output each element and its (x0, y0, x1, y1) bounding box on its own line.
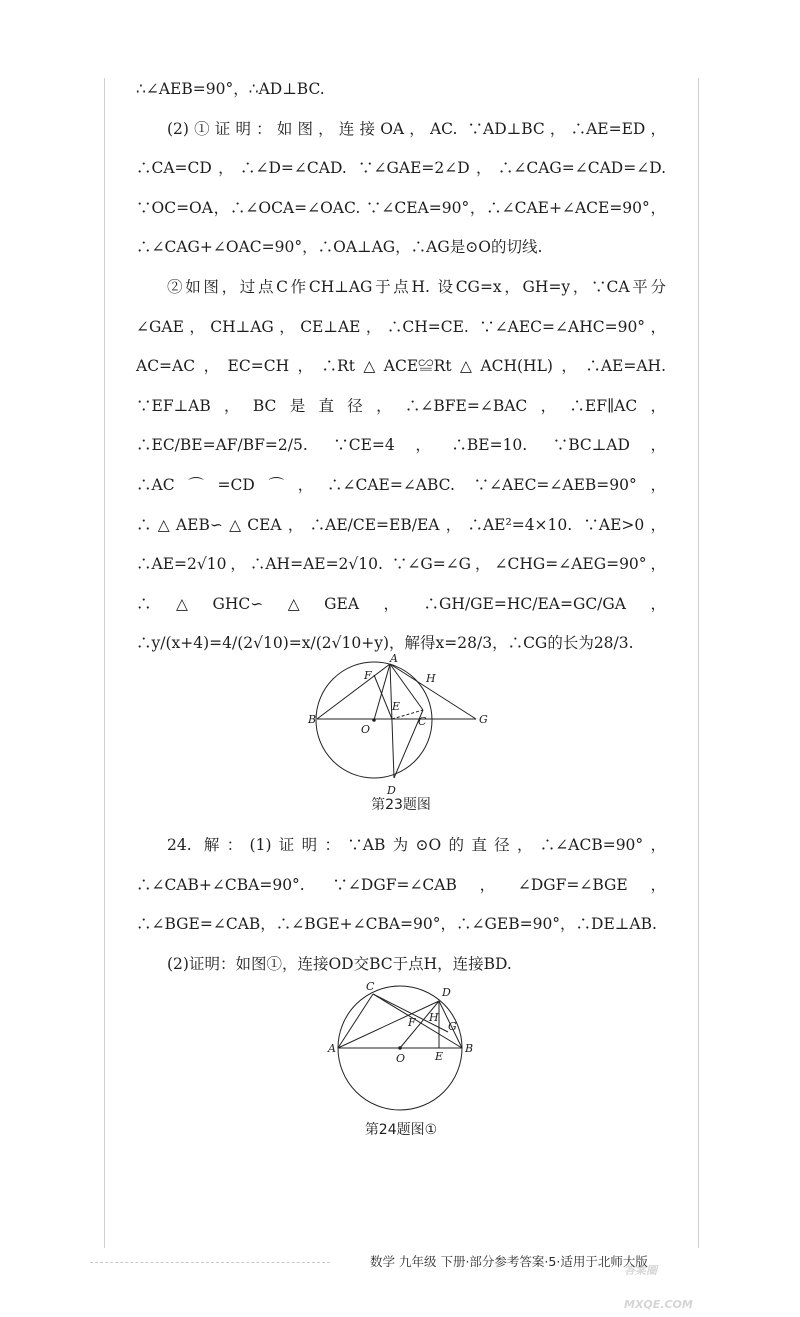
fig23-label-G: G (479, 712, 488, 726)
solution-part-2-1: (2)①证明：如图，连接OA，AC. ∵AD⊥BC，∴AE=ED，∴CA=CD，∴∠D=∠CAD. ∵∠GAE=2∠D，∴∠CAG=∠CAD=∠D. ∵OC=OA，∴∠OCA=∠OAC. ∵∠CEA=90°，∴∠CAE+∠ACE=90°，∴∠CAG+∠OAC=90°，∴OA⊥AG，∴AG是⊙O的切线. (136, 119, 666, 257)
solution-line-0: ∴∠AEB=90°，∴AD⊥BC. (136, 80, 325, 98)
figure-24 (136, 980, 666, 1140)
fig24-label-C: C (366, 980, 375, 994)
figure-24-diagram (136, 980, 666, 1118)
problem-24-part-2: (2)证明：如图①，连接OD交BC于点H，连接BD. (167, 954, 512, 973)
fig24-label-F: F (408, 1016, 416, 1030)
problem-24-part-1: 24. 解：(1)证明：∵AB为⊙O的直径，∴∠ACB=90°，∴∠CAB+∠CBA=90°. ∵∠DGF=∠CAB，∠DGF=∠BGE，∴∠BGE=∠CAB，∴∠BGE+∠CBA=90°，∴∠GEB=90°，∴DE⊥AB. (136, 835, 666, 934)
figure-23-diagram (136, 651, 666, 800)
watermark-top: 答案圈 (624, 1264, 657, 1277)
footer-text: 数学 九年级 下册·部分参考答案·5·适用于北师大版 (370, 1254, 648, 1269)
fig23-label-D: D (387, 783, 396, 797)
fig24-label-H: H (429, 1011, 439, 1025)
fig24-label-O: O (396, 1052, 406, 1066)
footer-rule-left (90, 1262, 330, 1263)
fig23-label-O: O (361, 722, 371, 736)
fig24-label-E: E (435, 1050, 444, 1064)
fig23-label-B: B (308, 712, 317, 726)
fig23-label-F: F (364, 668, 372, 682)
fig24-label-A: A (328, 1042, 336, 1056)
figure-23 (136, 651, 666, 820)
fig24-label-G: G (448, 1020, 457, 1034)
fig23-label-E: E (392, 699, 401, 713)
figure-23-caption: 第23题图 (371, 796, 431, 813)
page-content (136, 70, 666, 1140)
watermark-bottom: MXQE.COM (624, 1298, 693, 1311)
right-margin-line (698, 78, 699, 1248)
fig23-label-A: A (390, 651, 398, 665)
fig23-label-C: C (418, 714, 427, 728)
left-margin-line (104, 78, 105, 1248)
solution-part-2-2: ②如图，过点C作CH⊥AG于点H. 设CG=x，GH=y，∵CA平分∠GAE，CH⊥AG，CE⊥AE，∴CH=CE. ∵∠AEC=∠AHC=90°，AC=AC，EC=CH，∴Rt△ACE≌Rt△ACH(HL)，∴AE=AH. ∵EF⊥AB，BC是直径，∴∠BFE=∠BAC，∴EF∥AC，∴EC/BE=AF/BF=2/5. ∵CE=4，∴BE=10. ∵BC⊥AD，∴AC⌒=CD⌒，∴∠CAE=∠ABC. ∵∠AEC=∠AEB=90°，∴△AEB∽△CEA，∴AE/CE=EB/EA，∴AE²=4×10. ∵AE>0，∴AE=2√10，∴AH=AE=2√10. ∵∠G=∠G，∠CHG=∠AEG=90°，∴△GHC∽△GEA，∴GH/GE=HC/EA=GC/GA，∴y/(x+4)=4/(2√10)=x/(2√10+y)，解得x=28/3，∴CG的长为28/3. (136, 277, 666, 653)
fig23-label-H: H (426, 671, 436, 685)
figure-24-caption: 第24题图① (364, 1122, 438, 1139)
watermark-logo (610, 1236, 800, 1316)
fig24-label-B: B (465, 1042, 474, 1056)
fig24-label-D: D (442, 986, 451, 1000)
